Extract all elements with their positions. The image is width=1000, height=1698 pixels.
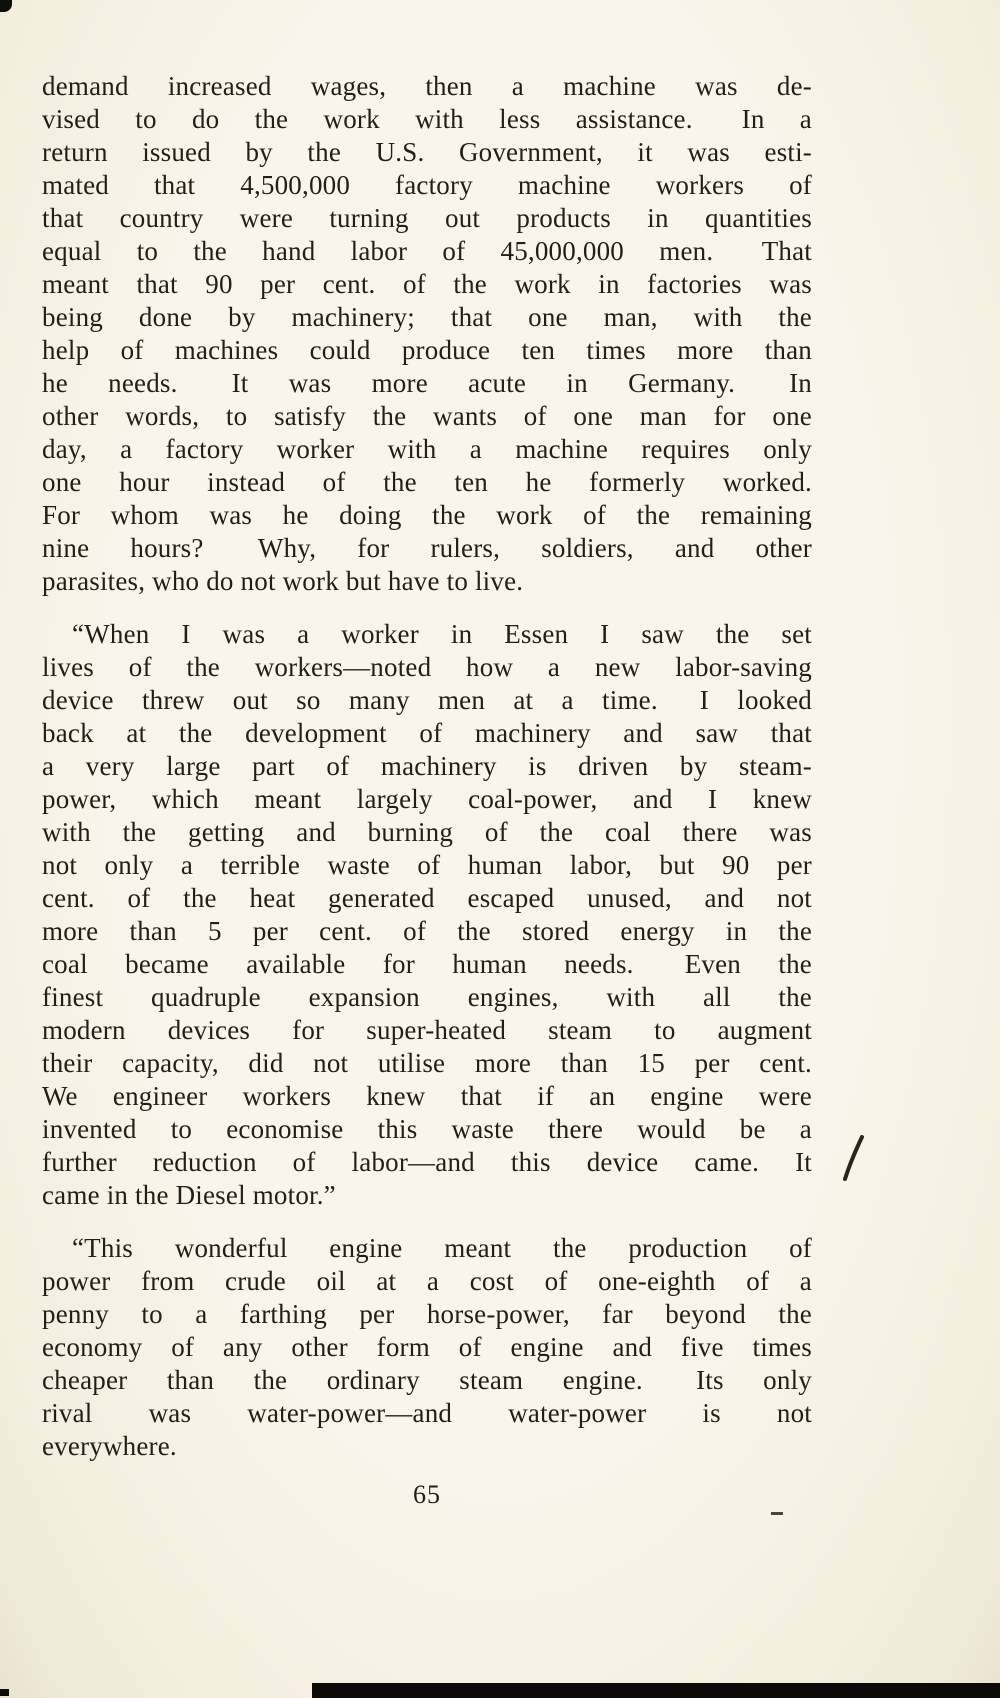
text-line: finest quadruple expansion engines, with all the (42, 982, 812, 1012)
text-line: “This wonderful engine meant the production of (72, 1233, 812, 1263)
text-line: one hour instead of the ten he formerly worked. (42, 467, 812, 497)
text-line: mated that 4,500,000 factory machine workers of (42, 170, 812, 200)
text-line: back at the development of machinery and saw that (42, 718, 812, 748)
text-line: parasites, who do not work but have to live. (42, 566, 524, 596)
text-line: lives of the workers—noted how a new labor-saving (42, 652, 812, 682)
text-line: power from crude oil at a cost of one-eighth of a (42, 1266, 812, 1296)
text-line: came in the Diesel motor.” (42, 1180, 336, 1210)
text-line: other words, to satisfy the wants of one man for one (42, 401, 812, 431)
text-line: “When I was a worker in Essen I saw the set (72, 619, 812, 649)
pen-slash-mark (840, 1133, 868, 1183)
text-block (42, 70, 812, 1463)
text-line: device threw out so many men at a time. I looked (42, 685, 812, 715)
text-line: modern devices for super-heated steam to augment (42, 1015, 812, 1045)
text-line: rival was water-power—and water-power is not (42, 1398, 812, 1428)
text-line: cent. of the heat generated escaped unused, and not (42, 883, 812, 913)
text-line: he needs. It was more acute in Germany. In (42, 368, 812, 398)
scan-artifact-bottom-left (0, 1689, 9, 1696)
text-line: demand increased wages, then a machine was de- (42, 71, 812, 101)
text-line: a very large part of machinery is driven by steam- (42, 751, 812, 781)
text-line: meant that 90 per cent. of the work in factories was (42, 269, 812, 299)
text-line: that country were turning out products in quantities (42, 203, 812, 233)
text-line: with the getting and burning of the coal there was (42, 817, 812, 847)
text-line: coal became available for human needs. Even the (42, 949, 812, 979)
text-line: power, which meant largely coal-power, and I knew (42, 784, 812, 814)
text-line: vised to do the work with less assistance. In a (42, 104, 812, 134)
text-line: invented to economise this waste there would be a (42, 1114, 812, 1144)
text-line: nine hours? Why, for rulers, soldiers, and other (42, 533, 812, 563)
scan-artifact-top-left (0, 0, 12, 12)
stray-dash-mark (771, 1512, 783, 1515)
text-line: penny to a farthing per horse-power, far beyond the (42, 1299, 812, 1329)
text-line: not only a terrible waste of human labor, but 90 per (42, 850, 812, 880)
text-line: return issued by the U.S. Government, it was esti- (42, 137, 812, 167)
scan-artifact-bottom-bar (312, 1683, 1000, 1698)
text-line: help of machines could produce ten times more than (42, 335, 812, 365)
text-line: We engineer workers knew that if an engine were (42, 1081, 812, 1111)
text-line: equal to the hand labor of 45,000,000 men. That (42, 236, 812, 266)
text-line: everywhere. (42, 1431, 177, 1461)
text-line: economy of any other form of engine and five times (42, 1332, 812, 1362)
page-number: 65 (413, 1480, 441, 1509)
text-line: further reduction of labor—and this device came. It (42, 1147, 812, 1177)
text-line: For whom was he doing the work of the remaining (42, 500, 812, 530)
text-line: cheaper than the ordinary steam engine. Its only (42, 1365, 812, 1395)
text-line: their capacity, did not utilise more than 15 per cent. (42, 1048, 812, 1078)
text-line: more than 5 per cent. of the stored energy in the (42, 916, 812, 946)
text-line: day, a factory worker with a machine requires only (42, 434, 812, 464)
text-line: being done by machinery; that one man, with the (42, 302, 812, 332)
